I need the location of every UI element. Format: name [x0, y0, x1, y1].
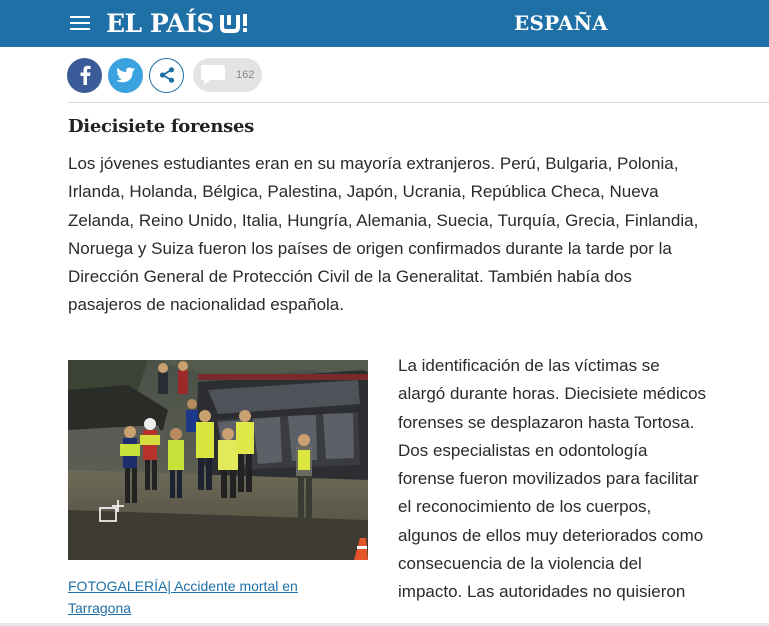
brand-name: EL PAÍS [106, 8, 214, 38]
accident-photo-image [68, 360, 368, 560]
share-button[interactable] [149, 58, 184, 93]
comment-count: 162 [236, 69, 255, 81]
gallery-link[interactable]: FOTOGALERÍA| Accidente mortal en Tarragona [68, 578, 298, 616]
share-bar [67, 57, 262, 93]
facebook-share-button[interactable] [67, 58, 102, 93]
subheading: Diecisiete forenses [68, 116, 254, 137]
comments-button[interactable] [193, 58, 262, 92]
article-paragraph-side: La identificación de las víctimas se alargó durante horas. Diecisiete médicos forenses se desplazaron hasta Tortosa. Dos especialistas en odontología forense fueron movilizados para facilitar el reconocimiento de los cuerpos, algunos de ellos muy deteriorados como consecuencia de la violencia del impacto. Las autoridades no quisieron [398, 356, 707, 602]
facebook-icon [78, 65, 92, 85]
share-icon [158, 66, 176, 84]
article-paragraph: Los jóvenes estudiantes eran en su mayoría extranjeros. Perú, Bulgaria, Polonia, Irlanda, Holanda, Bélgica, Palestina, Japón, Ucrania, República Checa, Nueva Zelanda, Reino Unido, Italia, Hungría, Alemania, Suecia, Turquía, Grecia, Finlandia, Noruega y Suiza fueron los países de origen confirmados durante la tarde por la Dirección General de Protección Civil de la Generalitat. También había dos pasajeros de nacionalidad española. [68, 154, 699, 315]
section-title[interactable]: ESPAÑA [514, 11, 608, 35]
twitter-icon [116, 67, 136, 84]
twitter-share-button[interactable] [108, 58, 143, 93]
menu-icon[interactable] [70, 15, 92, 32]
brand-mark-icon [220, 12, 254, 34]
comment-bubble-icon [200, 64, 226, 86]
gallery-photo[interactable] [68, 360, 368, 560]
site-logo[interactable] [106, 7, 254, 39]
top-bar [0, 0, 769, 47]
divider [68, 102, 769, 103]
